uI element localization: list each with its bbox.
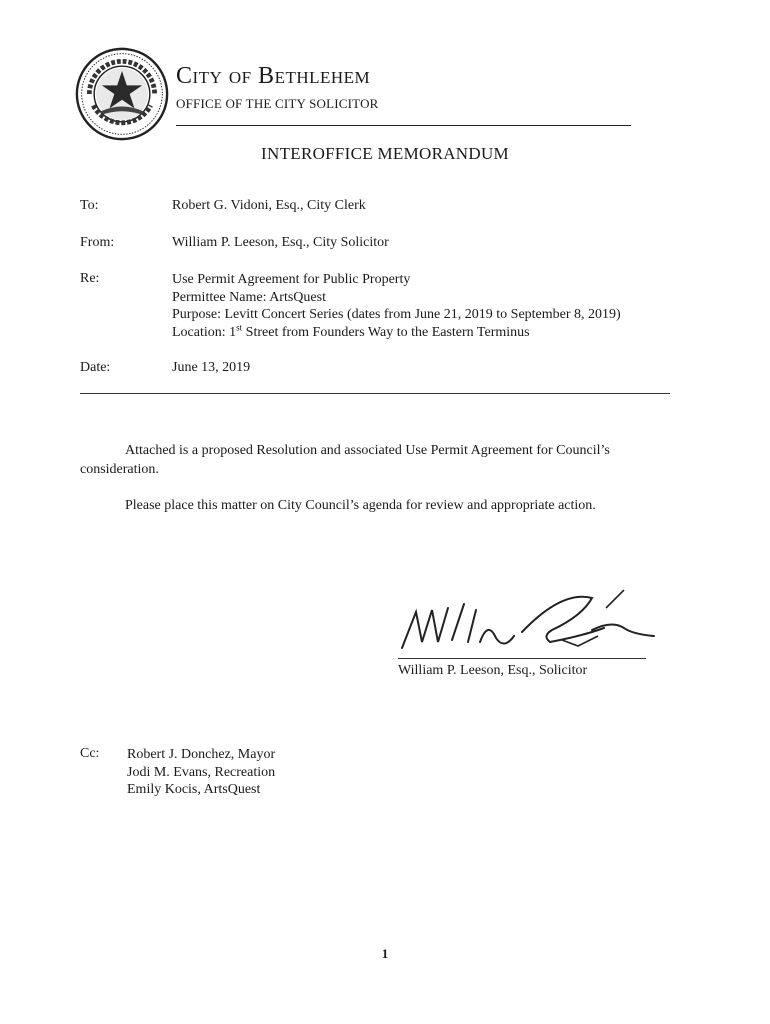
from-label: From: bbox=[80, 235, 115, 250]
signature-line bbox=[398, 658, 646, 659]
cc-recipient: Jodi M. Evans, Recreation bbox=[127, 764, 276, 780]
re-block bbox=[172, 271, 621, 341]
city-name: City of Bethlehem bbox=[176, 63, 371, 89]
re-location: Location: 1st Street from Founders Way to the Eastern Terminus bbox=[172, 321, 530, 340]
date-value: June 13, 2019 bbox=[172, 360, 251, 375]
body-paragraph-2: Please place this matter on City Council’s agenda for review and appropriate action. bbox=[125, 498, 596, 513]
body-paragraph-1: Attached is a proposed Resolution and associated Use Permit Agreement for Council’s consideration. bbox=[80, 443, 610, 477]
from-value: William P. Leeson, Esq., City Solicitor bbox=[172, 235, 389, 250]
re-subject: Use Permit Agreement for Public Property bbox=[172, 272, 411, 287]
office-name: OFFICE OF THE CITY SOLICITOR bbox=[176, 96, 379, 111]
memo-title: INTEROFFICE MEMORANDUM bbox=[261, 144, 509, 163]
header-divider bbox=[176, 125, 631, 126]
date-label: Date: bbox=[80, 360, 111, 375]
city-seal bbox=[74, 46, 170, 142]
cc-recipient: Robert J. Donchez, Mayor bbox=[127, 747, 276, 762]
header-bottom-divider bbox=[80, 393, 670, 394]
page-number: 1 bbox=[381, 946, 389, 961]
cc-label: Cc: bbox=[80, 746, 100, 761]
signer-name: William P. Leeson, Esq., Solicitor bbox=[398, 663, 588, 678]
to-value: Robert G. Vidoni, Esq., City Clerk bbox=[172, 198, 366, 213]
to-label: To: bbox=[80, 198, 99, 213]
re-purpose: Purpose: Levitt Concert Series (dates from June 21, 2019 to September 8, 2019) bbox=[172, 307, 621, 322]
cc-list bbox=[127, 746, 275, 799]
re-permittee: Permittee Name: ArtsQuest bbox=[172, 289, 326, 305]
cc-recipient: Emily Kocis, ArtsQuest bbox=[127, 782, 261, 797]
re-label: Re: bbox=[80, 271, 100, 286]
